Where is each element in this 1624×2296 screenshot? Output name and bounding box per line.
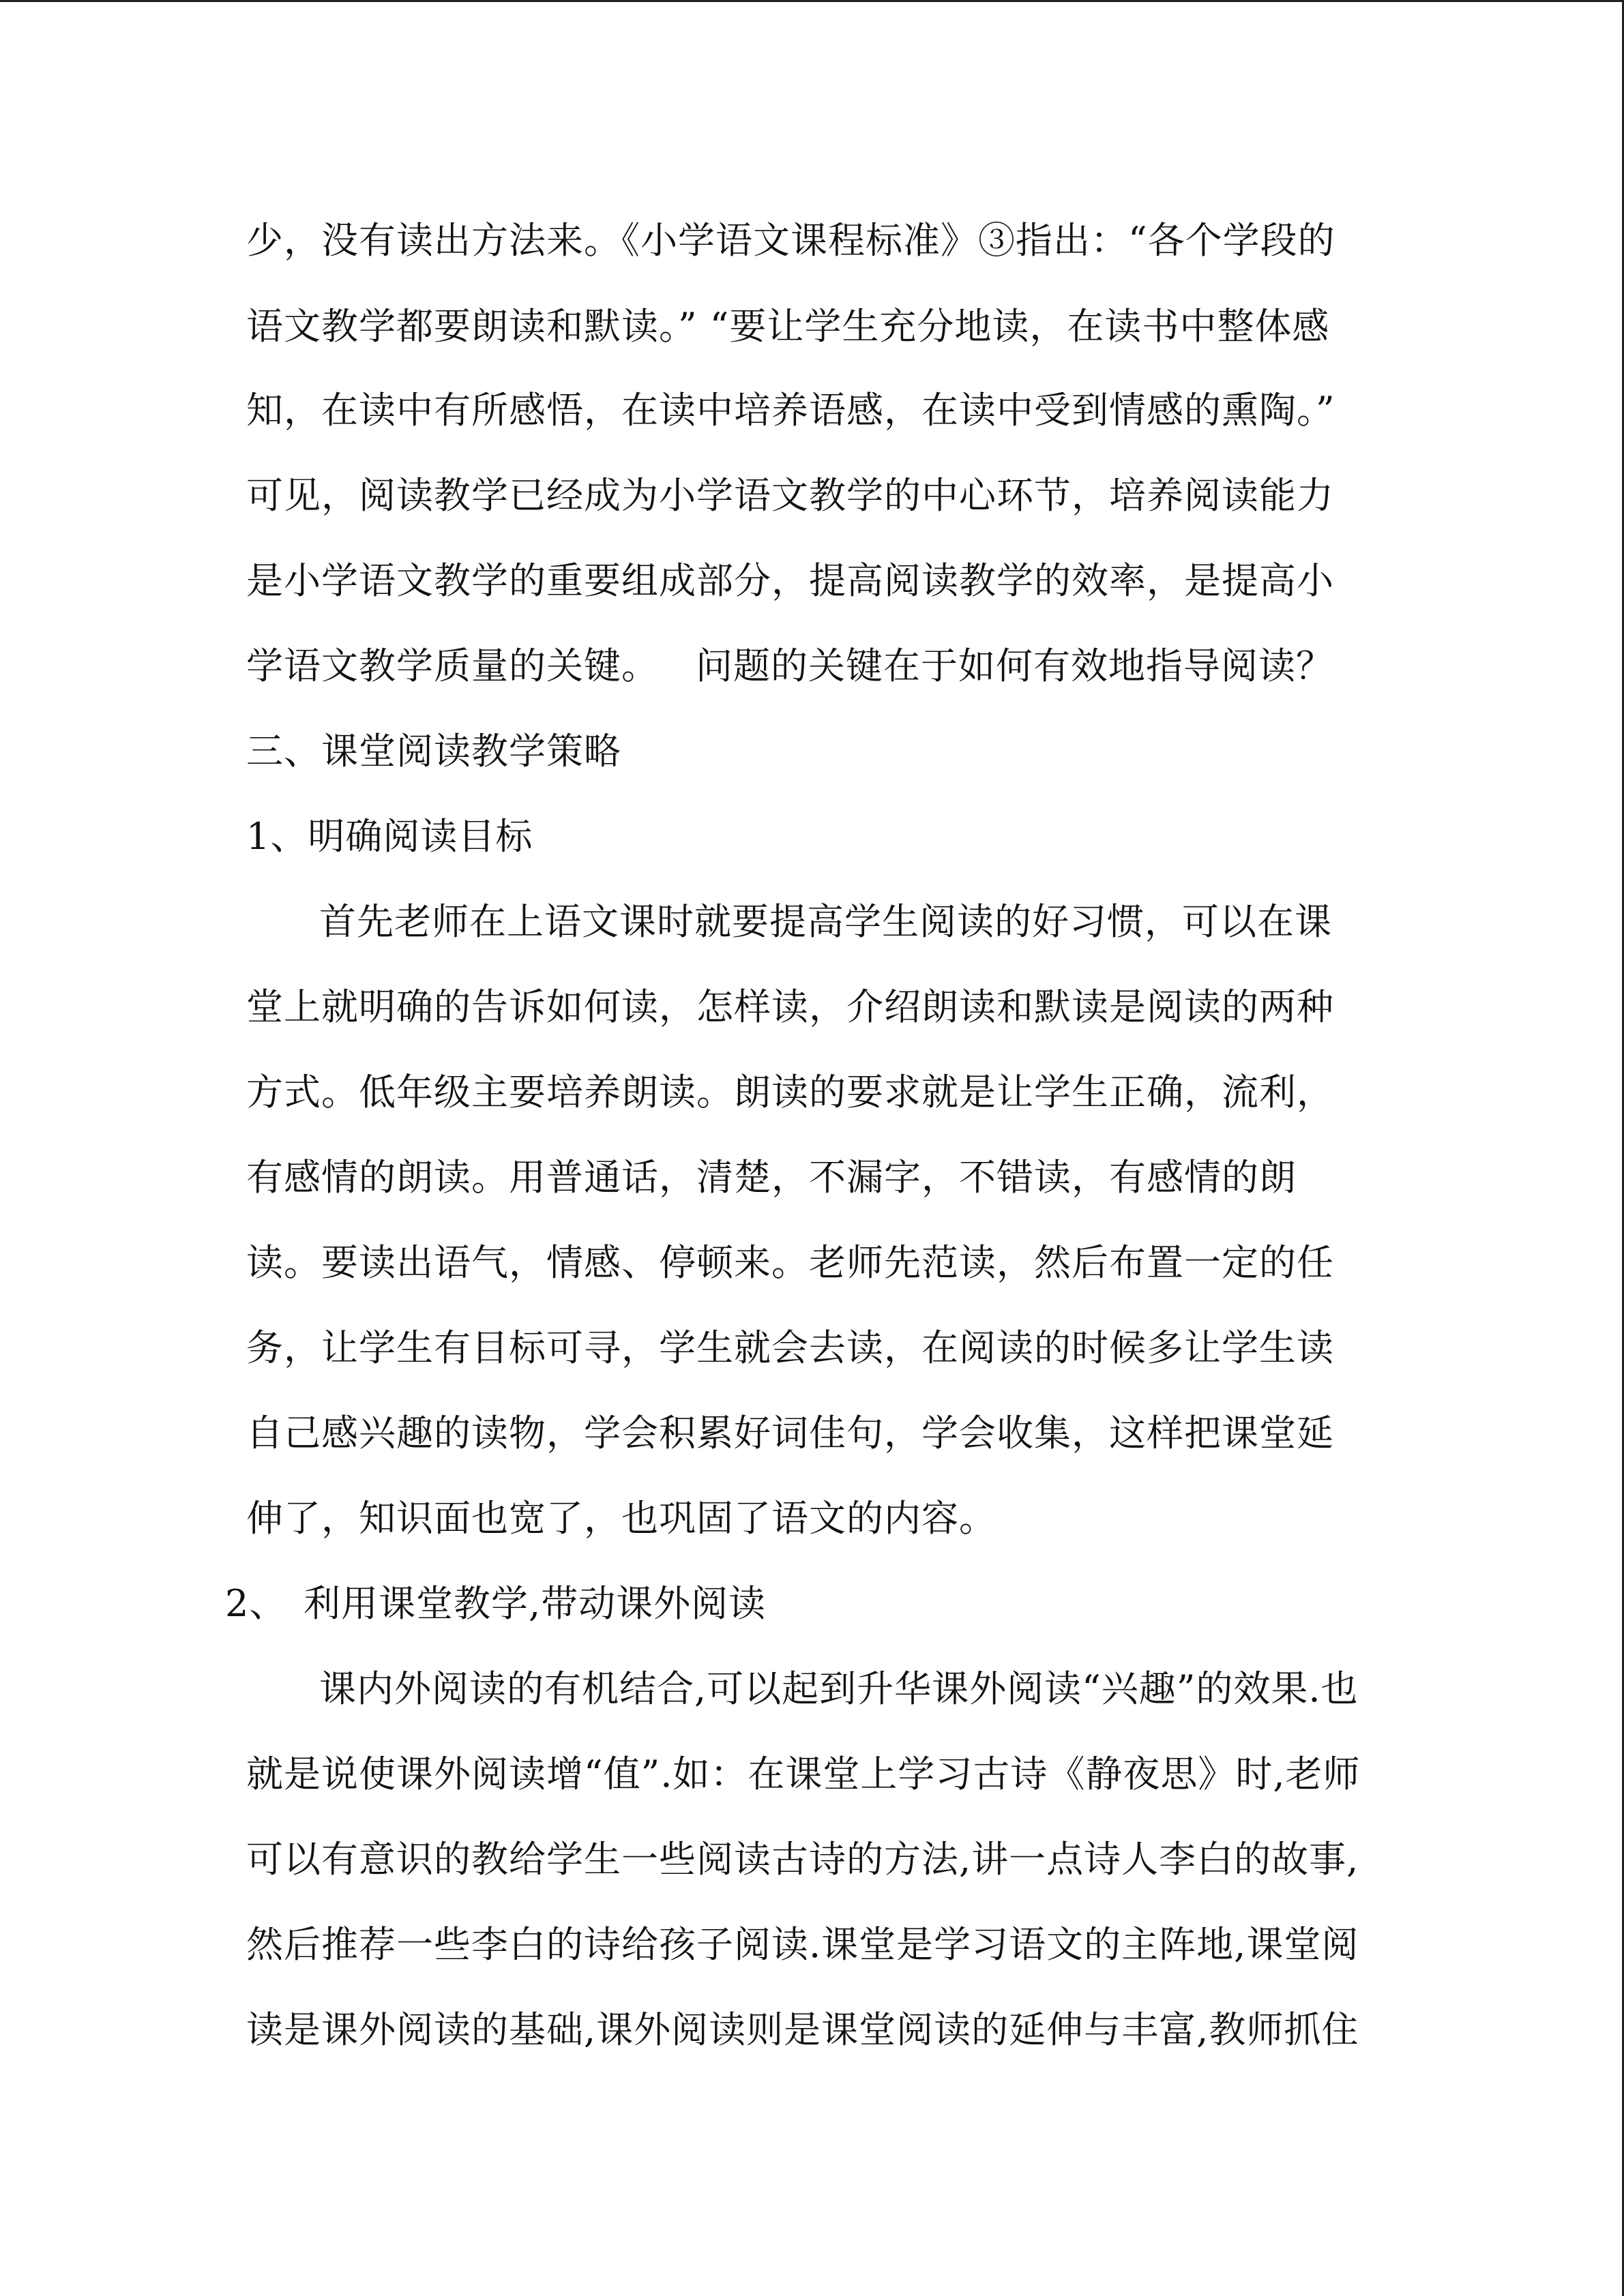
paragraph-1-line-4: 有感情的朗读。用普通话，清楚，不漏字，不错读，有感情的朗: [246, 1156, 1297, 1199]
paragraph-2-line-1: 课内外阅读的有机结合,可以起到升华课外阅读“兴趣”的效果.也: [319, 1667, 1359, 1710]
subheading-1: 1、明确阅读目标: [246, 815, 533, 858]
text-line-3: 知，在读中有所感悟，在读中培养语感，在读中受到情感的熏陶。”: [246, 389, 1335, 432]
paragraph-1-line-5: 读。要读出语气，情感、停顿来。老师先范读，然后布置一定的任: [246, 1241, 1334, 1284]
subheading-2-number: 2、: [225, 1582, 287, 1625]
paragraph-1-line-7: 自己感兴趣的读物，学会积累好词佳句，学会收集，这样把课堂延: [246, 1412, 1334, 1455]
section-heading-3: 三、课堂阅读教学策略: [246, 730, 621, 773]
paragraph-2-line-3: 可以有意识的教给学生一些阅读古诗的方法,讲一点诗人李白的故事,: [246, 1838, 1359, 1881]
text-line-6-part-1: 学语文教学质量的关键。: [246, 644, 659, 687]
text-line-6: [246, 644, 1333, 688]
text-line-1: 少，没有读出方法来。《小学语文课程标准》③指出：“各个学段的: [246, 219, 1335, 262]
text-line-4: 可见，阅读教学已经成为小学语文教学的中心环节，培养阅读能力: [246, 474, 1334, 517]
subheading-2-title: 利用课堂教学,带动课外阅读: [304, 1582, 767, 1625]
paragraph-2-line-5: 读是课外阅读的基础,课外阅读则是课堂阅读的延伸与丰富,教师抓住: [246, 2008, 1359, 2051]
paragraph-1-line-8: 伸了，知识面也宽了，也巩固了语文的内容。: [246, 1497, 996, 1540]
paragraph-1-line-2: 堂上就明确的告诉如何读，怎样读，介绍朗读和默读是阅读的两种: [246, 985, 1334, 1028]
paragraph-1-line-6: 务，让学生有目标可寻，学生就会去读，在阅读的时候多让学生读: [246, 1326, 1334, 1369]
text-line-2: 语文教学都要朗读和默读。” “要让学生充分地读，在读书中整体感: [246, 305, 1330, 348]
paragraph-1-line-3: 方式。低年级主要培养朗读。朗读的要求就是让学生正确，流利，: [246, 1071, 1334, 1114]
paragraph-2-line-4: 然后推荐一些李白的诗给孩子阅读.课堂是学习语文的主阵地,课堂阅: [246, 1923, 1359, 1966]
text-line-6-part-2: 问题的关键在于如何有效地指导阅读？: [696, 644, 1333, 687]
paragraph-2-line-2: 就是说使课外阅读增“值”.如：在课堂上学习古诗《静夜思》时,老师: [246, 1753, 1361, 1795]
paragraph-1-line-1: 首先老师在上语文课时就要提高学生阅读的好习惯，可以在课: [319, 900, 1332, 943]
text-line-5: 是小学语文教学的重要组成部分，提高阅读教学的效率，是提高小: [246, 559, 1334, 602]
